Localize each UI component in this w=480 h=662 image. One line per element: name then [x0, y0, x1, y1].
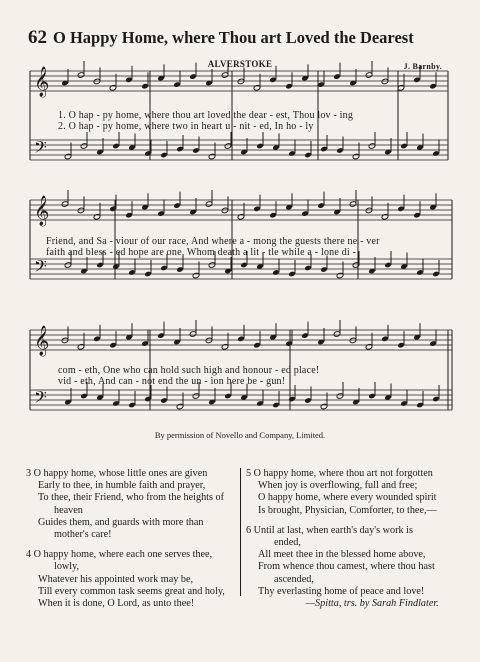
permission-credit: By permission of Novello and Company, Limited. [154, 430, 326, 440]
verse-6 [246, 525, 439, 610]
note-head [93, 214, 101, 221]
note-head [320, 403, 328, 410]
note-head [368, 143, 376, 150]
verse-line: heaven [54, 504, 83, 516]
verses-left-column [26, 468, 225, 610]
note-head [381, 214, 389, 221]
note-head [352, 262, 360, 269]
note-head [381, 78, 389, 85]
lyric-line-2-2: faith and bless - ed hope are one, Whom death a lit - tle while a - lone di - [46, 247, 357, 258]
note-head [224, 143, 232, 150]
note-head [77, 207, 85, 214]
note-head [61, 201, 69, 208]
hymn-number: 62 [28, 27, 47, 48]
note-head [77, 344, 85, 351]
verse-3 [26, 468, 225, 541]
treble-clef-icon: 𝄞 [34, 196, 50, 226]
verse-line: Till every common task seems great and holy, [38, 585, 225, 597]
note-head [77, 72, 85, 79]
column-divider [240, 468, 241, 596]
note-head [237, 78, 245, 85]
verse-line: From whence thou camest, where thou hast [258, 561, 435, 573]
note-head [189, 331, 197, 338]
verse-line: lowly, [54, 561, 80, 573]
tune-name: ALVERSTOKE [207, 59, 273, 69]
verse-line: ascended, [274, 573, 314, 585]
lyric-line-1-1: 1. O hap - py home, where thou art loved the dear - est, Thou lov - ing [58, 110, 354, 121]
note-head [349, 337, 357, 344]
verse-line: Is brought, Physician, Comforter, to thee,— [258, 504, 437, 516]
bass-clef-icon: 𝄢 [34, 256, 47, 280]
verse-5 [246, 468, 439, 517]
treble-clef-icon: 𝄞 [34, 326, 50, 356]
note-head [333, 331, 341, 338]
note-head [93, 78, 101, 85]
bass-clef-icon: 𝄢 [34, 137, 47, 161]
note-head [221, 344, 229, 351]
composer-name: J. Barnby. [403, 62, 442, 71]
note-head [237, 214, 245, 221]
verse-line: mother's care! [54, 529, 112, 541]
verse-line: All meet thee in the blessed home above, [258, 549, 426, 561]
note-head [349, 201, 357, 208]
note-head [365, 344, 373, 351]
verse-attribution: —Spitta, trs. by Sarah Findlater. [306, 598, 439, 610]
note-head [64, 153, 72, 160]
verse-line: When it is done, O Lord, as unto thee! [38, 598, 195, 610]
note-head [64, 262, 72, 269]
note-head [336, 272, 344, 279]
note-head [253, 85, 261, 92]
note-head [221, 72, 229, 79]
lyric-line-2-1: Friend, and Sa - viour of our race, And where a - mong the guests there ne - ver [46, 236, 380, 247]
note-head [208, 262, 216, 269]
hymn-title: O Happy Home, where Thou art Loved the Dearest [53, 28, 414, 47]
verse-line: ended, [274, 537, 301, 549]
verse-line: Guides them, and guards with more than [38, 516, 204, 528]
note-head [365, 72, 373, 79]
verse-line: Early to thee, in humble faith and prayer, [38, 480, 206, 492]
lyric-line-1-2: 2. O hap - py home, where two in heart u - nit - ed, In ho - ly [58, 121, 314, 132]
note-head [205, 201, 213, 208]
verse-line: 5 O happy home, where thou art not forgotten [246, 468, 433, 479]
verses-right-column [246, 468, 439, 610]
note-head [192, 393, 200, 400]
verse-line: To thee, their Friend, who from the heights of [38, 492, 225, 504]
verse-line: 4 O happy home, where each one serves thee, [26, 549, 213, 561]
lyric-line-3-1: com - eth, One who can hold such high and honour - ed place! [58, 365, 320, 376]
lyric-line-3-2: vid - eth, And can - not end the un - ion here be - gun! [58, 376, 286, 387]
note-head [205, 337, 213, 344]
note-head [80, 143, 88, 150]
note-head [365, 207, 373, 214]
treble-clef-icon: 𝄞 [34, 67, 50, 97]
note-head [61, 337, 69, 344]
note-head [192, 272, 200, 279]
verse-line: When joy is overflowing, full and free; [258, 480, 418, 492]
note-head [221, 207, 229, 214]
verse-line: Whatever his appointed work may be, [38, 573, 194, 585]
verse-line: Thy everlasting home of peace and love! [258, 585, 425, 597]
verse-line: 6 Until at last, when earth's day's work is [246, 524, 413, 536]
verse-line: 3 O happy home, whose little ones are given [26, 468, 208, 479]
note-head [336, 393, 344, 400]
verse-line: O happy home, where every wounded spirit [258, 492, 437, 504]
note-head [352, 153, 360, 160]
bass-clef-icon: 𝄢 [34, 387, 47, 411]
note-head [208, 153, 216, 160]
note-head [109, 85, 117, 92]
verse-4 [26, 549, 225, 610]
note-head [176, 403, 184, 410]
